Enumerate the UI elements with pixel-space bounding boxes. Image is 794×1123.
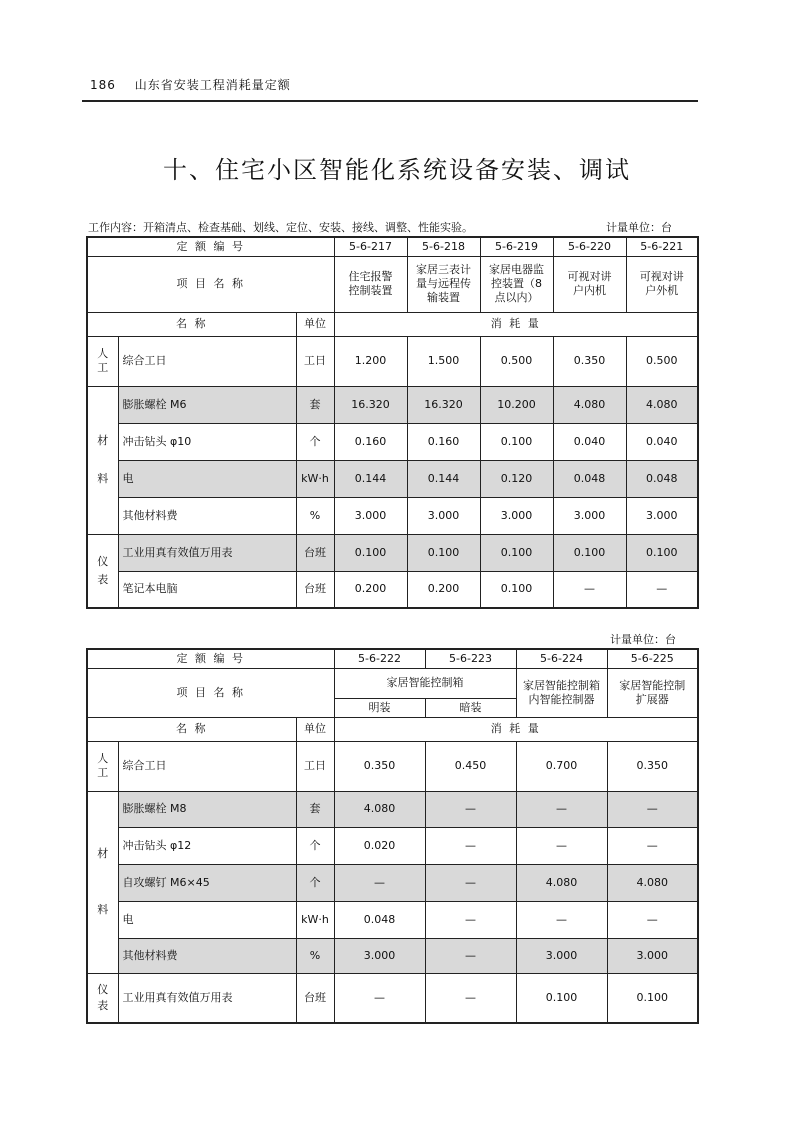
- group-machine: 仪表: [87, 973, 118, 1023]
- resource-name: 其他材料费: [118, 497, 296, 534]
- value-cell: 4.080: [607, 864, 698, 901]
- value-cell: 4.080: [553, 386, 626, 423]
- name-label: 名 称: [87, 717, 296, 741]
- value-cell: —: [607, 901, 698, 938]
- value-cell: 1.200: [334, 336, 407, 386]
- value-cell: —: [425, 864, 516, 901]
- value-cell: 0.100: [480, 534, 553, 571]
- code-cell: 5-6-223: [425, 649, 516, 668]
- item-text: 可视对讲户内机: [567, 270, 612, 297]
- value-cell: 0.040: [553, 423, 626, 460]
- value-cell: 0.120: [480, 460, 553, 497]
- code-cell: 5-6-220: [553, 237, 626, 256]
- resource-name: 自攻螺钉 M6×45: [118, 864, 296, 901]
- item-cell: [607, 668, 698, 717]
- value-cell: 0.144: [407, 460, 480, 497]
- item-cell: [334, 256, 407, 312]
- code-cell: 5-6-221: [626, 237, 698, 256]
- code-cell: 5-6-218: [407, 237, 480, 256]
- value-cell: 0.048: [626, 460, 698, 497]
- value-cell: 0.144: [334, 460, 407, 497]
- value-cell: 16.320: [334, 386, 407, 423]
- page-number: 186: [90, 78, 116, 92]
- book-title: 山东省安装工程消耗量定额: [134, 78, 291, 92]
- value-cell: —: [516, 827, 607, 864]
- code-cell: 5-6-225: [607, 649, 698, 668]
- resource-name: 电: [118, 460, 296, 497]
- value-cell: 0.350: [607, 741, 698, 791]
- item-cell: [480, 256, 553, 312]
- item-text: 家居智能控制箱内智能控制器: [523, 678, 601, 706]
- resource-name: 工业用真有效值万用表: [118, 534, 296, 571]
- value-cell: 4.080: [626, 386, 698, 423]
- item-cell: [516, 668, 607, 717]
- code-cell: 5-6-219: [480, 237, 553, 256]
- item-text: 家居智能控制扩展器: [619, 678, 686, 706]
- resource-name: 膨胀螺栓 M6: [118, 386, 296, 423]
- quota-no-label: 定 额 编 号: [87, 237, 334, 256]
- resource-unit: 工日: [296, 336, 334, 386]
- value-cell: —: [334, 973, 425, 1023]
- header-rule: [82, 100, 698, 102]
- value-cell: 0.350: [334, 741, 425, 791]
- value-cell: —: [425, 938, 516, 973]
- value-cell: 0.020: [334, 827, 425, 864]
- item-text: 可视对讲户外机: [639, 270, 684, 297]
- item-cell: [626, 256, 698, 312]
- item-cell: [407, 256, 480, 312]
- value-cell: 0.100: [480, 423, 553, 460]
- resource-name: 综合工日: [118, 741, 296, 791]
- value-cell: 0.350: [553, 336, 626, 386]
- code-cell: 5-6-217: [334, 237, 407, 256]
- running-header: [90, 76, 291, 93]
- unit-label-2: 计量单位：台: [610, 633, 676, 646]
- value-cell: 16.320: [407, 386, 480, 423]
- item-text: 家居三表计量与远程传输装置: [416, 263, 472, 304]
- resource-name: 冲击钻头 φ10: [118, 423, 296, 460]
- value-cell: 4.080: [334, 791, 425, 827]
- value-cell: 0.500: [480, 336, 553, 386]
- value-cell: 0.100: [607, 973, 698, 1023]
- resource-name: 冲击钻头 φ12: [118, 827, 296, 864]
- consumption-label: 消 耗 量: [334, 312, 698, 336]
- value-cell: —: [553, 571, 626, 608]
- value-cell: 3.000: [553, 497, 626, 534]
- value-cell: 0.048: [553, 460, 626, 497]
- value-cell: 0.100: [516, 973, 607, 1023]
- value-cell: 3.000: [334, 497, 407, 534]
- section-title: 十、住宅小区智能化系统设备安装、调试: [163, 156, 631, 184]
- resource-name: 电: [118, 901, 296, 938]
- name-label: 名 称: [87, 312, 296, 336]
- value-cell: —: [516, 901, 607, 938]
- item-name-label: 项 目 名 称: [87, 668, 334, 717]
- group-material: 材料: [87, 386, 118, 534]
- unit-header: 单位: [296, 717, 334, 741]
- value-cell: 4.080: [516, 864, 607, 901]
- value-cell: 0.100: [407, 534, 480, 571]
- sub-item: 明装: [334, 698, 425, 717]
- resource-unit: 台班: [296, 973, 334, 1023]
- value-cell: 3.000: [407, 497, 480, 534]
- resource-unit: 个: [296, 423, 334, 460]
- value-cell: 0.100: [626, 534, 698, 571]
- item-text: 家居电器监控装置（8点以内）: [489, 263, 545, 304]
- resource-unit: kW·h: [296, 901, 334, 938]
- value-cell: —: [626, 571, 698, 608]
- value-cell: —: [425, 791, 516, 827]
- value-cell: —: [425, 901, 516, 938]
- value-cell: 3.000: [334, 938, 425, 973]
- value-cell: 3.000: [607, 938, 698, 973]
- group-labor: 人工: [87, 741, 118, 791]
- value-cell: —: [607, 791, 698, 827]
- unit-header: 单位: [296, 312, 334, 336]
- value-cell: 0.100: [553, 534, 626, 571]
- group-machine: 仪表: [87, 534, 118, 608]
- value-cell: —: [334, 864, 425, 901]
- value-cell: 0.100: [480, 571, 553, 608]
- resource-unit: 台班: [296, 534, 334, 571]
- value-cell: —: [425, 827, 516, 864]
- resource-unit: 个: [296, 827, 334, 864]
- value-cell: —: [516, 791, 607, 827]
- value-cell: 0.450: [425, 741, 516, 791]
- value-cell: 3.000: [480, 497, 553, 534]
- work-content: 工作内容：开箱清点、检查基础、划线、定位、安装、接线、调整、性能实验。: [88, 221, 473, 234]
- group-item: 家居智能控制箱: [334, 668, 516, 698]
- resource-name: 其他材料费: [118, 938, 296, 973]
- value-cell: 0.160: [407, 423, 480, 460]
- resource-unit: %: [296, 497, 334, 534]
- quota-table-2: [86, 648, 699, 1024]
- resource-name: 工业用真有效值万用表: [118, 973, 296, 1023]
- value-cell: 0.160: [334, 423, 407, 460]
- resource-unit: kW·h: [296, 460, 334, 497]
- value-cell: —: [425, 973, 516, 1023]
- resource-unit: 套: [296, 791, 334, 827]
- quota-no-label: 定 额 编 号: [87, 649, 334, 668]
- item-cell: [553, 256, 626, 312]
- code-cell: 5-6-224: [516, 649, 607, 668]
- value-cell: 0.700: [516, 741, 607, 791]
- value-cell: 10.200: [480, 386, 553, 423]
- resource-unit: %: [296, 938, 334, 973]
- resource-name: 膨胀螺栓 M8: [118, 791, 296, 827]
- group-material: 材料: [87, 791, 118, 973]
- value-cell: 3.000: [516, 938, 607, 973]
- value-cell: —: [607, 827, 698, 864]
- resource-unit: 台班: [296, 571, 334, 608]
- quota-table-1: [86, 236, 699, 609]
- unit-label-1: 计量单位：台: [606, 221, 672, 234]
- resource-name: 笔记本电脑: [118, 571, 296, 608]
- group-labor: 人工: [87, 336, 118, 386]
- item-name-label: 项 目 名 称: [87, 256, 334, 312]
- consumption-label: 消 耗 量: [334, 717, 698, 741]
- resource-name: 综合工日: [118, 336, 296, 386]
- sub-item: 暗装: [425, 698, 516, 717]
- resource-unit: 套: [296, 386, 334, 423]
- value-cell: 0.500: [626, 336, 698, 386]
- value-cell: 0.100: [334, 534, 407, 571]
- value-cell: 3.000: [626, 497, 698, 534]
- value-cell: 0.040: [626, 423, 698, 460]
- resource-unit: 工日: [296, 741, 334, 791]
- value-cell: 1.500: [407, 336, 480, 386]
- code-cell: 5-6-222: [334, 649, 425, 668]
- resource-unit: 个: [296, 864, 334, 901]
- value-cell: 0.200: [407, 571, 480, 608]
- value-cell: 0.200: [334, 571, 407, 608]
- item-text: 住宅报警控制装置: [348, 270, 393, 297]
- value-cell: 0.048: [334, 901, 425, 938]
